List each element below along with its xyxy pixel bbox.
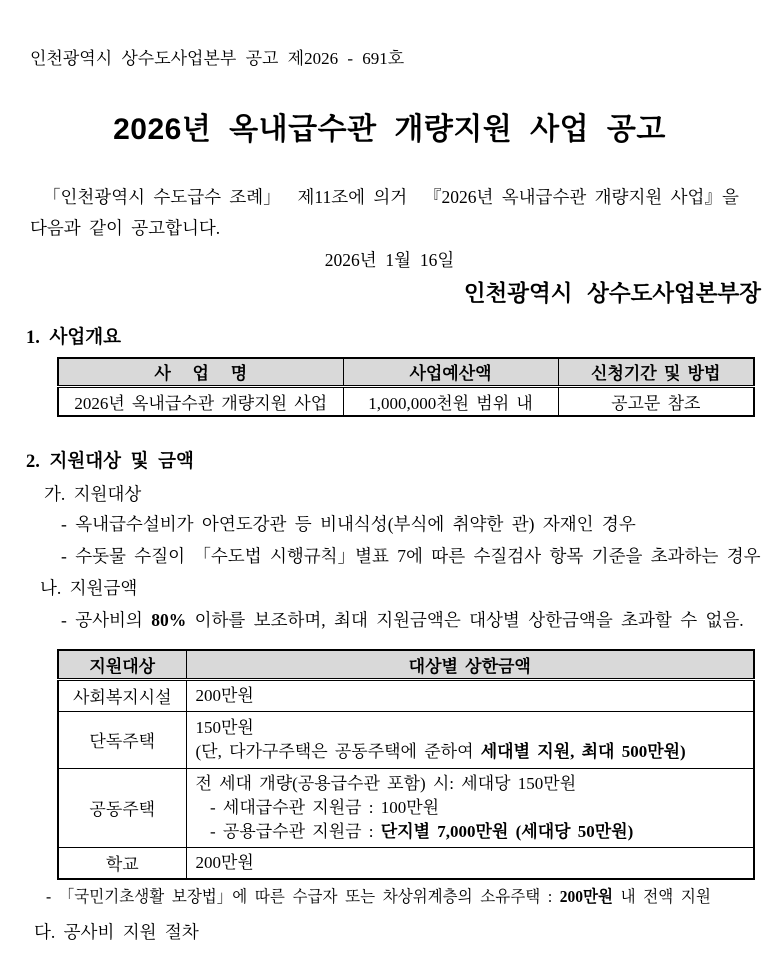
overview-table-data-row xyxy=(58,386,754,416)
limit-line: 전 세대 개량(공용급수관 포함) 시: 세대당 150만원 xyxy=(195,773,577,793)
table-row-school xyxy=(58,847,754,879)
section2-heading: 2. 지원대상 및 금액 xyxy=(26,452,194,472)
cell-target-welfare: 사회복지시설 xyxy=(58,679,186,711)
item-a-bullet-2: - 수돗물 수질이 「수도법 시행규칙」별표 7에 따른 수질검사 항목 기준을 초과하는 경우 xyxy=(61,546,761,566)
document-title: 2026년 옥내급수관 개량지원 사업 공고 xyxy=(113,113,666,146)
notice-number: 인천광역시 상수도사업본부 공고 제2026 - 691호 xyxy=(30,49,405,68)
limit-line: - 세대급수관 지원금 : 100만원 xyxy=(195,797,440,817)
cell-target-school: 학교 xyxy=(58,847,186,879)
table-row-welfare-facility xyxy=(58,679,754,711)
cell-target-apartment: 공동주택 xyxy=(58,768,186,847)
cell-application: 공고문 참조 xyxy=(558,386,754,416)
issuer-signature: 인천광역시 상수도사업본부장 xyxy=(463,281,761,306)
table-row-apartment xyxy=(58,768,754,847)
table-row-detached-house xyxy=(58,711,754,768)
announcement-date: 2026년 1월 16일 xyxy=(324,250,455,270)
limit-line: 200만원 xyxy=(195,685,254,705)
intro-line-2: 다음과 같이 공고합니다. xyxy=(30,218,221,238)
cell-limit-school xyxy=(186,847,754,879)
header-cell-limit: 대상별 상한금액 xyxy=(186,650,754,679)
item-a-bullet-1: - 옥내급수설비가 아연도강관 등 비내식성(부식에 취약한 관) 자재인 경우 xyxy=(61,514,636,534)
limit-line: 150만원 xyxy=(195,717,254,737)
limit-line: (단, 다가구주택은 공동주택에 준하여 세대별 지원, 최대 500만원) xyxy=(195,741,686,761)
cell-target-detached: 단독주택 xyxy=(58,711,186,768)
cell-limit-detached xyxy=(186,711,754,768)
item-b-label: 나. 지원금액 xyxy=(40,578,138,598)
support-limit-table xyxy=(57,649,755,880)
basic-livelihood-note: - 「국민기초생활 보장법」에 따른 수급자 또는 차상위계층의 소유주택 : 200만원 내 전액 지원 xyxy=(46,887,711,906)
item-b-bullet: - 공사비의 80% 이하를 보조하며, 최대 지원금액은 대상별 상한금액을 초과할 수 없음. xyxy=(61,610,744,630)
header-cell-budget: 사업예산액 xyxy=(343,358,558,386)
header-cell-application: 신청기간 및 방법 xyxy=(558,358,754,386)
section1-heading: 1. 사업개요 xyxy=(26,328,121,348)
intro-line-1: 「인천광역시 수도급수 조례」 제11조에 의거 『2026년 옥내급수관 개량지원 사업』을 xyxy=(43,187,739,207)
cell-limit-welfare xyxy=(186,679,754,711)
item-a-label: 가. 지원대상 xyxy=(44,484,142,504)
program-overview-table xyxy=(57,357,755,417)
header-cell-program-name: 사 업 명 xyxy=(58,358,343,386)
limit-line: 200만원 xyxy=(195,852,254,872)
cell-budget: 1,000,000천원 범위 내 xyxy=(343,386,558,416)
cell-limit-apartment xyxy=(186,768,754,847)
intro-paragraph xyxy=(30,182,739,244)
limit-line: - 공용급수관 지원금 : 단지별 7,000만원 (세대당 50만원) xyxy=(195,821,634,841)
support-table-header-row xyxy=(58,650,754,679)
item-c-label: 다. 공사비 지원 절차 xyxy=(34,922,199,942)
overview-table-header-row xyxy=(58,358,754,386)
header-cell-target: 지원대상 xyxy=(58,650,186,679)
cell-program-name: 2026년 옥내급수관 개량지원 사업 xyxy=(58,386,343,416)
